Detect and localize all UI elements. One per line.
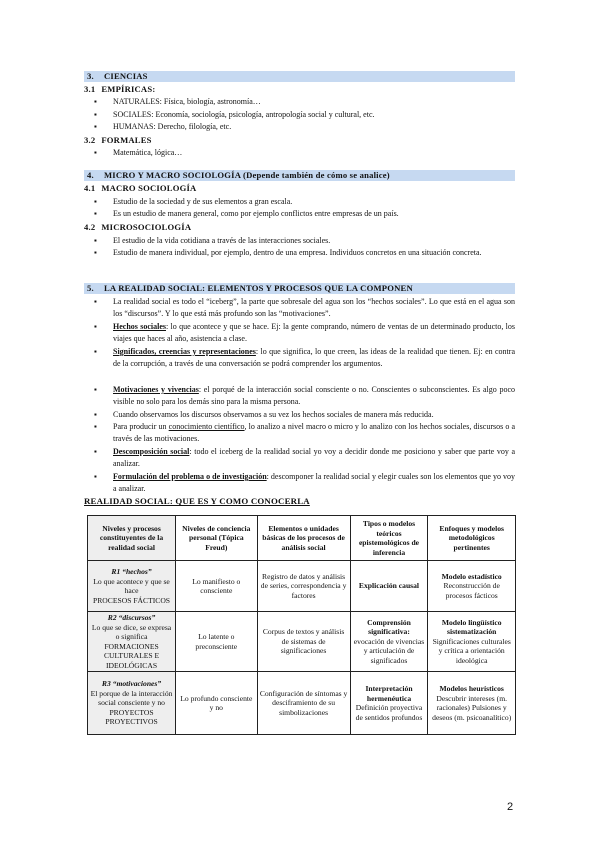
list-item: El estudio de la vida cotidiana a través de las interacciones sociales. xyxy=(113,236,331,245)
table-title: REALIDAD SOCIAL: QUE ES Y COMO CONOCERLA xyxy=(84,496,310,506)
bullet-icon: ▪ xyxy=(94,297,97,306)
list-item: Matemática, lógica… xyxy=(113,148,183,157)
list-item: Formulación del problema o de investigación: descomponer la realidad social y elegir cuales son los elementos que yo voy a analizar. xyxy=(113,472,516,494)
bullet-icon: ▪ xyxy=(94,209,97,218)
list-item: La realidad social es todo el “iceberg”, la parte que sobresale del agua son los “hechos sociales”. Lo que está en el agua son los “discursos”. Y lo que está más profundo son las “motivaciones”. xyxy=(113,297,515,319)
list-item: Descomposición social: todo el iceberg de la realidad social yo voy a decidir donde me posiciono y saber que parte voy a analizar. xyxy=(113,447,515,469)
table-cell: Configuración de síntomas y desciframiento de su simbolizaciones xyxy=(257,672,350,735)
realidad-social-table xyxy=(87,515,516,735)
term: Descomposición social xyxy=(113,447,190,456)
bullet-icon: ▪ xyxy=(94,322,97,331)
subsection-3-1: 3.1 EMPÍRICAS: xyxy=(84,84,156,94)
bullet-icon: ▪ xyxy=(94,385,97,394)
table-header-cell: Elementos o unidades básicas de los procesos de análisis social xyxy=(257,516,350,561)
bullet-icon: ▪ xyxy=(94,422,97,431)
table-row xyxy=(88,612,516,672)
bullet-icon: ▪ xyxy=(94,236,97,245)
table-cell: R1 “hechos” Lo que acontece y que se hace PROCESOS FÁCTICOS xyxy=(88,561,176,612)
table-cell: Lo profundo consciente y no xyxy=(176,672,257,735)
section-3-heading xyxy=(84,71,515,82)
bullet-icon: ▪ xyxy=(94,472,97,481)
table-cell: Modelos heurísticos Descubrir intereses (m. racionales) Pulsiones y deseos (m. psicoanalítico) xyxy=(428,672,516,735)
list-item: Cuando observamos los discursos observamos a su vez los hechos sociales de manera más reducida. xyxy=(113,410,434,419)
list-item: SOCIALES: Economía, sociología, psicología, antropología social y cultural, etc. xyxy=(113,110,375,119)
table-cell: Explicación causal xyxy=(350,561,428,612)
table-cell: Modelo lingüístico sistematización Significaciones culturales y crítica a orientación ideológica xyxy=(428,612,516,672)
term: conocimiento científico xyxy=(168,422,245,431)
section-5-heading: 5. LA REALIDAD SOCIAL: ELEMENTOS Y PROCESOS QUE LA COMPONEN xyxy=(84,283,515,294)
list-item: Estudio de manera individual, por ejemplo, dentro de una empresa. Individuos concretos en una situación concreta. xyxy=(113,248,482,257)
bullet-icon: ▪ xyxy=(94,148,97,157)
term: Hechos sociales xyxy=(113,322,166,331)
table-header-cell: Tipos o modelos teóricos epistemológicos de inferencia xyxy=(350,516,428,561)
term: Significados, creencias y representaciones xyxy=(113,347,256,356)
table-cell: Lo latente o preconsciente xyxy=(176,612,257,672)
list-item: HUMANAS: Derecho, filología, etc. xyxy=(113,122,232,131)
section-number: 3. xyxy=(87,71,94,81)
bullet-icon: ▪ xyxy=(94,447,97,456)
table-cell: Interpretación hermenéutica Definición proyectiva de sentidos profundos xyxy=(350,672,428,735)
term: Motivaciones y vivencias xyxy=(113,385,199,394)
table-header-cell: Enfoques y modelos metodológicos pertinentes xyxy=(428,516,516,561)
bullet-icon: ▪ xyxy=(94,197,97,206)
list-item: NATURALES: Física, biología, astronomía… xyxy=(113,97,261,106)
subsection-4-1: 4.1 MACRO SOCIOLOGÍA xyxy=(84,183,197,193)
table-cell: R2 “discursos” Lo que se dice, se expresa o significa FORMACIONES CULTURALES E IDEOLÓGICAS xyxy=(88,612,176,672)
table-row xyxy=(88,561,516,612)
bullet-icon: ▪ xyxy=(94,347,97,356)
list-item: Estudio de la sociedad y de sus elementos a gran escala. xyxy=(113,197,293,206)
subsection-4-2: 4.2 MICROSOCIOLOGÍA xyxy=(84,222,192,232)
page-number: 2 xyxy=(507,801,514,813)
table-header-cell: Niveles y procesos constituyentes de la realidad social xyxy=(88,516,176,561)
list-item: Para producir un conocimiento científico, lo analizo a nivel macro o micro y lo analizo con los hechos sociales, discursos o a través de las motivaciones. xyxy=(113,422,516,444)
table-cell: Modelo estadístico Reconstrucción de procesos fácticos xyxy=(428,561,516,612)
table-row xyxy=(88,672,516,735)
table-cell: Comprensión significativa: evocación de vivencias y articulación de significados xyxy=(350,612,428,672)
table-cell: R3 “motivaciones” El porque de la interacción social consciente y no PROYECTOS PROYECTIVOS xyxy=(88,672,176,735)
section-title: CIENCIAS xyxy=(104,71,148,81)
term: Formulación del problema o de investigación xyxy=(113,472,267,481)
table-cell: Corpus de textos y análisis de sistemas de significaciones xyxy=(257,612,350,672)
section-4-heading: 4. MICRO Y MACRO SOCIOLOGÍA (Depende también de cómo se analice) xyxy=(84,170,515,181)
bullet-icon: ▪ xyxy=(94,122,97,131)
bullet-icon: ▪ xyxy=(94,410,97,419)
table-cell: Registro de datos y análisis de series, correspondencia y factores xyxy=(257,561,350,612)
list-item: Motivaciones y vivencias: el porqué de la interacción social consciente o no. Conscientes o subconscientes. Es algo poco visible no solo para los demás sino para la misma persona. xyxy=(113,385,515,407)
table-cell: Lo manifiesto o consciente xyxy=(176,561,257,612)
table-header-cell: Niveles de conciencia personal (Tópica Freud) xyxy=(176,516,257,561)
table-header-row xyxy=(88,516,516,561)
bullet-icon: ▪ xyxy=(94,248,97,257)
subsection-3-2: 3.2 FORMALES xyxy=(84,135,152,145)
list-item: Es un estudio de manera general, como por ejemplo conflictos entre empresas de un país. xyxy=(113,209,399,218)
list-item: Hechos sociales: lo que acontece y que se hace. Ej: la gente comprando, número de ventas de un determinado producto, los viajes que haces al año, asistencia a clase. xyxy=(113,322,515,344)
bullet-icon: ▪ xyxy=(94,97,97,106)
bullet-icon: ▪ xyxy=(94,110,97,119)
list-item: Significados, creencias y representaciones: lo que significa, lo que creen, las ideas de la realidad que tienen. Ej: en contra de la corrupción, a través de una conversación se podrá comprender los argumentos. xyxy=(113,347,515,369)
